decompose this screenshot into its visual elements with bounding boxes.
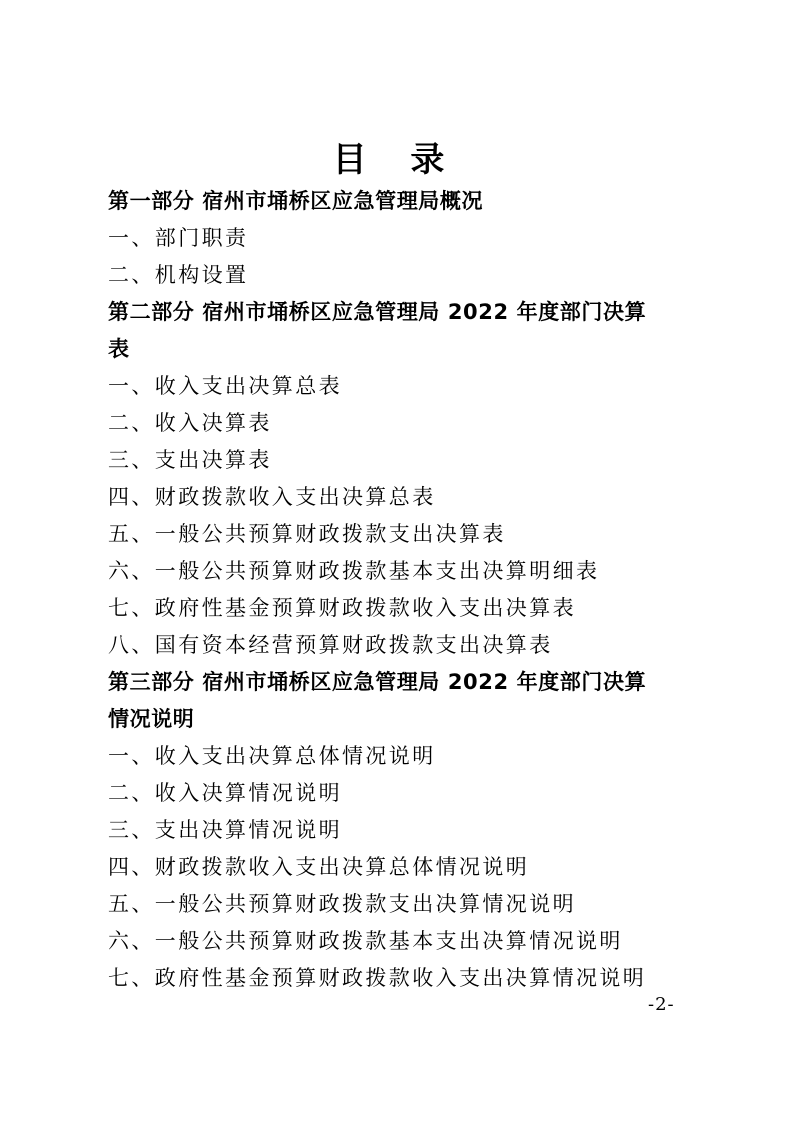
- toc-item: 一、收入支出决算总体情况说明: [108, 744, 436, 768]
- toc-item: 四、财政拨款收入支出决算总体情况说明: [108, 855, 530, 879]
- toc-item: 六、一般公共预算财政拨款基本支出决算情况说明: [108, 929, 623, 953]
- section-heading-2-line-1: 第二部分 宿州市埇桥区应急管理局 2022 年度部门决算: [108, 300, 647, 324]
- page-number: -2-: [648, 994, 675, 1015]
- section-heading-1: [108, 183, 698, 220]
- toc-item: 五、一般公共预算财政拨款支出决算情况说明: [108, 892, 576, 916]
- section-heading-2: [108, 294, 698, 368]
- section-heading-3-line-2: 情况说明: [108, 707, 195, 731]
- toc-item: 三、支出决算情况说明: [108, 818, 342, 842]
- toc-item: 一、部门职责: [108, 226, 249, 250]
- toc-item: 一、收入支出决算总表: [108, 374, 342, 398]
- section-heading-3-line-1: 第三部分 宿州市埇桥区应急管理局 2022 年度部门决算: [108, 670, 647, 694]
- toc-item: 八、国有资本经营预算财政拨款支出决算表: [108, 633, 553, 657]
- toc-item: 七、政府性基金预算财政拨款收入支出决算表: [108, 596, 576, 620]
- section-heading-1-line-1: 第一部分 宿州市埇桥区应急管理局概况: [108, 189, 484, 213]
- page-title: 目 录: [332, 140, 461, 180]
- section-heading-3: [108, 664, 698, 738]
- toc-item: 五、一般公共预算财政拨款支出决算表: [108, 522, 506, 546]
- toc-item: 三、支出决算表: [108, 448, 272, 472]
- toc-item: 二、收入决算表: [108, 411, 272, 435]
- table-of-contents: [108, 183, 698, 997]
- toc-item: 二、机构设置: [108, 263, 249, 287]
- toc-item: 四、财政拨款收入支出决算总表: [108, 485, 436, 509]
- toc-item: 七、政府性基金预算财政拨款收入支出决算情况说明: [108, 966, 647, 990]
- toc-item: 六、一般公共预算财政拨款基本支出决算明细表: [108, 559, 600, 583]
- toc-item: 二、收入决算情况说明: [108, 781, 342, 805]
- section-heading-2-line-2: 表: [108, 337, 130, 361]
